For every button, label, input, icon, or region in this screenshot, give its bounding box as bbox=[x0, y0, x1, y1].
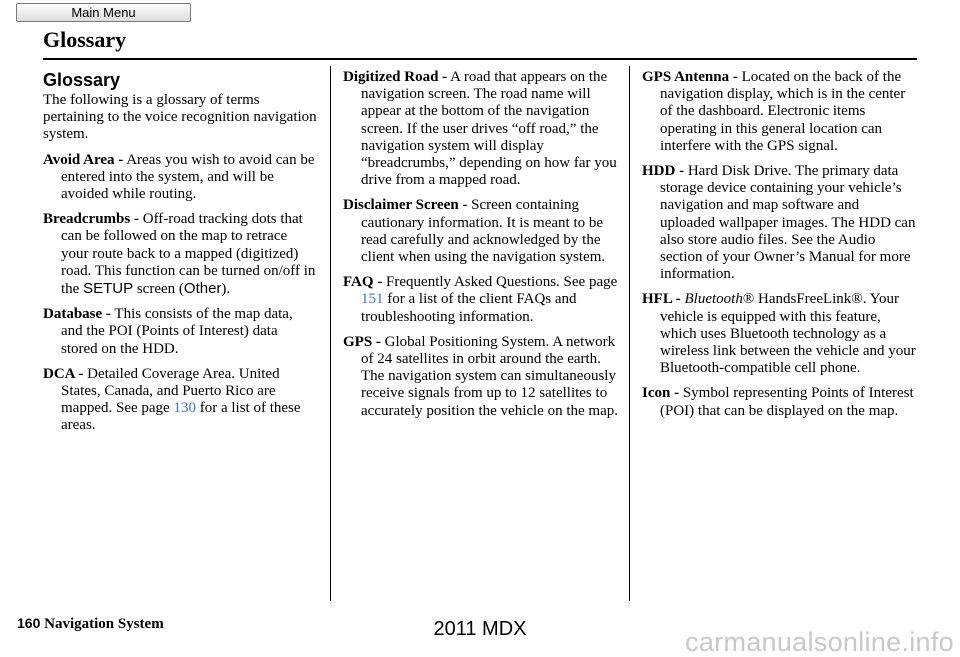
glossary-entry-disclaimer-screen bbox=[343, 197, 619, 266]
term-label: GPS Antenna - bbox=[642, 69, 738, 85]
column-3 bbox=[642, 69, 917, 428]
term-definition: Detailed Coverage Area. United States, Canada, and Puerto Rico are mapped. See page bbox=[61, 365, 280, 417]
title-divider bbox=[43, 58, 917, 60]
column-1 bbox=[43, 69, 318, 443]
term-label: FAQ - bbox=[343, 274, 383, 291]
page-title: Glossary bbox=[43, 27, 127, 52]
term-definition: Frequently Asked Questions. See page bbox=[386, 274, 618, 291]
glossary-entry-digitized-road bbox=[343, 69, 619, 189]
term-label: HFL - bbox=[642, 291, 681, 308]
term-label: DCA - bbox=[43, 365, 84, 382]
term-definition: Hard Disk Drive. The primary data storage device containing your vehicle’s navigation and map software and uploaded wallpaper images. The HDD can also store audio files. See the Audio section of your Owner’s Manual for more information. bbox=[660, 163, 916, 283]
term-label: HDD - bbox=[642, 163, 685, 180]
glossary-entry-avoid-area bbox=[43, 152, 318, 204]
bluetooth-italic: Bluetooth bbox=[684, 291, 743, 308]
page-link-130[interactable]: 130 bbox=[173, 400, 196, 417]
glossary-entry-faq bbox=[343, 274, 619, 326]
term-definition: Global Positioning System. A network of 24 satellites in orbit around the earth. The navigation system can simultaneously receive signals from up to 12 satellites to accurately position the vehicle on the map. bbox=[361, 333, 618, 419]
glossary-entry-gps bbox=[343, 334, 619, 420]
page-link-151[interactable]: 151 bbox=[361, 291, 384, 308]
term-definition: for a list of the client FAQs and troubleshooting information. bbox=[361, 291, 577, 325]
term-definition: Areas you wish to avoid can be entered into the system, and will be avoided while routing. bbox=[61, 151, 315, 203]
term-definition: ® HandsFreeLink®. Your vehicle is equipped with this feature, which uses Bluetooth technology as a wireless link between the vehicle and your Bluetooth-compatible cell phone. bbox=[660, 291, 916, 377]
glossary-entry-database bbox=[43, 306, 318, 358]
glossary-entry-hfl bbox=[642, 291, 917, 377]
term-label: Database - bbox=[43, 306, 111, 323]
term-definition: A road that appears on the navigation screen. The road name will appear at the bottom of the navigation screen. If the user drives “off road,” the navigation system will display “breadcrumbs,” depending on how far you drive from a mapped road. bbox=[361, 69, 617, 189]
glossary-entry-hdd bbox=[642, 163, 917, 283]
term-definition: Located on the back of the navigation display, which is in the center of the dashboard. Electronic items operating in this general location can interfere with the GPS signal. bbox=[660, 69, 906, 154]
term-definition: Off-road tracking dots that can be followed on the map to retrace your route back to a mapped (digitized) road. This function can be turned on/off in the bbox=[61, 211, 316, 298]
footer-section-name: Navigation System bbox=[44, 616, 164, 632]
intro-paragraph: The following is a glossary of terms pertaining to the voice recognition navigation system. bbox=[43, 92, 317, 143]
section-heading: Glossary bbox=[43, 70, 121, 90]
term-label: Disclaimer Screen - bbox=[343, 197, 468, 214]
page-number: 160 bbox=[17, 615, 41, 631]
column-2 bbox=[343, 69, 619, 428]
glossary-entry-gps-antenna bbox=[642, 69, 917, 155]
glossary-entry-breadcrumbs bbox=[43, 211, 318, 298]
setup-keyword: SETUP bbox=[83, 280, 134, 298]
term-label: Breadcrumbs - bbox=[43, 211, 139, 228]
footer-model-name: 2011 MDX bbox=[433, 618, 527, 640]
term-definition: Symbol representing Points of Interest (POI) that can be displayed on the map. bbox=[660, 385, 914, 419]
glossary-entry-icon bbox=[642, 385, 917, 419]
term-label: GPS - bbox=[343, 333, 381, 350]
main-menu-button[interactable]: Main Menu bbox=[16, 3, 191, 22]
term-label: Digitized Road - bbox=[343, 69, 448, 85]
column-divider-left bbox=[330, 66, 331, 601]
term-label: Icon - bbox=[642, 385, 680, 402]
term-definition: ). bbox=[221, 281, 231, 298]
term-definition: screen ( bbox=[136, 281, 184, 298]
term-definition: This consists of the map data, and the POI (Points of Interest) data stored on the HDD. bbox=[61, 306, 293, 357]
term-label: Avoid Area - bbox=[43, 151, 124, 168]
watermark: carmanualsonline.info bbox=[685, 627, 954, 657]
glossary-entry-dca bbox=[43, 366, 318, 435]
term-definition: for a list of these areas. bbox=[61, 400, 301, 434]
term-definition: Screen containing cautionary information. It is meant to be read carefully and acknowledged by the client when using the navigation system. bbox=[361, 197, 606, 266]
column-divider-right bbox=[629, 66, 630, 601]
other-keyword: Other bbox=[183, 280, 222, 298]
